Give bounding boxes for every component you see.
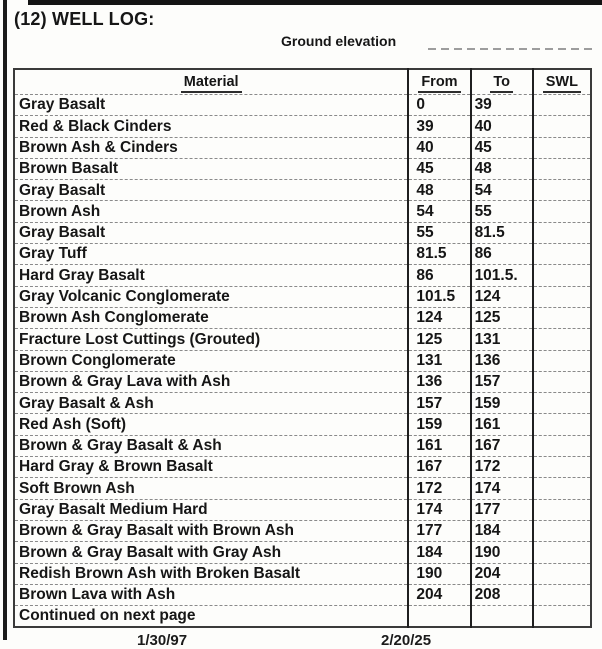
to-cell: 55 [471, 201, 533, 222]
material-cell: Soft Brown Ash [14, 478, 408, 499]
swl-cell [533, 95, 591, 116]
to-cell: 161 [471, 414, 533, 435]
from-cell: 159 [408, 414, 470, 435]
material-cell: Hard Gray Basalt [14, 265, 408, 286]
swl-cell [533, 116, 591, 137]
footer-text-fragment-right: 2/20/25 [381, 632, 432, 649]
swl-cell [533, 158, 591, 179]
material-cell: Red & Black Cinders [14, 116, 408, 137]
swl-cell [533, 414, 591, 435]
column-header-swl [533, 69, 591, 95]
from-cell: 167 [408, 457, 470, 478]
table-row [14, 329, 591, 350]
from-cell: 174 [408, 499, 470, 520]
from-cell: 190 [408, 563, 470, 584]
table-row [14, 137, 591, 158]
swl-cell [533, 606, 591, 627]
ground-elevation-blank-line [428, 48, 596, 50]
table-row [14, 457, 591, 478]
column-header-to-label: To [490, 74, 513, 93]
from-cell: 204 [408, 584, 470, 605]
footer-text-fragment-left: 1/30/97 [137, 632, 188, 649]
to-cell: 45 [471, 137, 533, 158]
material-cell: Brown & Gray Basalt with Brown Ash [14, 520, 408, 541]
material-cell: Fracture Lost Cuttings (Grouted) [14, 329, 408, 350]
to-cell: 184 [471, 520, 533, 541]
from-cell: 124 [408, 307, 470, 328]
material-cell: Gray Basalt Medium Hard [14, 499, 408, 520]
to-cell: 190 [471, 542, 533, 563]
table-row [14, 265, 591, 286]
table-row [14, 563, 591, 584]
to-cell: 48 [471, 158, 533, 179]
material-cell: Brown Ash [14, 201, 408, 222]
swl-cell [533, 542, 591, 563]
material-cell: Brown Ash & Cinders [14, 137, 408, 158]
material-cell: Brown Lava with Ash [14, 584, 408, 605]
swl-cell [533, 563, 591, 584]
to-cell: 40 [471, 116, 533, 137]
material-cell: Brown Conglomerate [14, 350, 408, 371]
material-cell: Brown & Gray Basalt with Gray Ash [14, 542, 408, 563]
table-header-row [14, 69, 591, 95]
material-cell: Gray Basalt & Ash [14, 393, 408, 414]
from-cell: 81.5 [408, 244, 470, 265]
swl-cell [533, 371, 591, 392]
well-log-table [13, 68, 592, 628]
from-cell: 161 [408, 435, 470, 456]
column-header-from [408, 69, 470, 95]
to-cell: 131 [471, 329, 533, 350]
table-row [14, 95, 591, 116]
to-cell: 86 [471, 244, 533, 265]
table-row [14, 244, 591, 265]
from-cell: 39 [408, 116, 470, 137]
to-cell: 172 [471, 457, 533, 478]
to-cell: 159 [471, 393, 533, 414]
swl-cell [533, 520, 591, 541]
from-cell: 101.5 [408, 286, 470, 307]
swl-cell [533, 393, 591, 414]
to-cell [471, 606, 533, 627]
to-cell: 39 [471, 95, 533, 116]
table-row [14, 414, 591, 435]
page-title: (12) WELL LOG: [14, 9, 155, 29]
from-cell: 45 [408, 158, 470, 179]
table-row [14, 286, 591, 307]
from-cell: 177 [408, 520, 470, 541]
from-cell: 40 [408, 137, 470, 158]
swl-cell [533, 329, 591, 350]
material-cell: Gray Volcanic Conglomerate [14, 286, 408, 307]
table-row [14, 584, 591, 605]
to-cell: 157 [471, 371, 533, 392]
material-cell: Gray Tuff [14, 244, 408, 265]
material-cell: Red Ash (Soft) [14, 414, 408, 435]
column-header-from-label: From [418, 74, 460, 93]
material-cell: Redish Brown Ash with Broken Basalt [14, 563, 408, 584]
material-cell: Continued on next page [14, 606, 408, 627]
swl-cell [533, 180, 591, 201]
material-cell: Brown Ash Conglomerate [14, 307, 408, 328]
to-cell: 177 [471, 499, 533, 520]
swl-cell [533, 307, 591, 328]
swl-cell [533, 137, 591, 158]
to-cell: 174 [471, 478, 533, 499]
table-row [14, 371, 591, 392]
table-row [14, 435, 591, 456]
swl-cell [533, 286, 591, 307]
from-cell [408, 606, 470, 627]
column-header-swl-label: SWL [543, 74, 581, 93]
well-log-table-body [14, 95, 591, 627]
material-cell: Hard Gray & Brown Basalt [14, 457, 408, 478]
page-left-border-rule [3, 0, 7, 640]
swl-cell [533, 584, 591, 605]
column-header-to [471, 69, 533, 95]
to-cell: 124 [471, 286, 533, 307]
swl-cell [533, 499, 591, 520]
to-cell: 204 [471, 563, 533, 584]
to-cell: 81.5 [471, 222, 533, 243]
table-row [14, 520, 591, 541]
table-row [14, 201, 591, 222]
from-cell: 55 [408, 222, 470, 243]
material-cell: Gray Basalt [14, 222, 408, 243]
table-row [14, 350, 591, 371]
swl-cell [533, 201, 591, 222]
ground-elevation-label: Ground elevation [281, 33, 397, 49]
material-cell: Brown Basalt [14, 158, 408, 179]
table-row [14, 116, 591, 137]
table-row [14, 222, 591, 243]
from-cell: 184 [408, 542, 470, 563]
material-cell: Gray Basalt [14, 95, 408, 116]
table-row [14, 307, 591, 328]
column-header-material [14, 69, 408, 95]
table-row [14, 158, 591, 179]
table-row [14, 478, 591, 499]
material-cell: Brown & Gray Basalt & Ash [14, 435, 408, 456]
from-cell: 0 [408, 95, 470, 116]
swl-cell [533, 478, 591, 499]
swl-cell [533, 222, 591, 243]
from-cell: 86 [408, 265, 470, 286]
material-cell: Brown & Gray Lava with Ash [14, 371, 408, 392]
to-cell: 125 [471, 307, 533, 328]
from-cell: 125 [408, 329, 470, 350]
table-row [14, 499, 591, 520]
to-cell: 54 [471, 180, 533, 201]
swl-cell [533, 265, 591, 286]
swl-cell [533, 457, 591, 478]
to-cell: 167 [471, 435, 533, 456]
from-cell: 172 [408, 478, 470, 499]
page-top-border-rule [28, 0, 602, 5]
to-cell: 101.5. [471, 265, 533, 286]
table-row [14, 180, 591, 201]
table-row [14, 606, 591, 627]
swl-cell [533, 244, 591, 265]
table-row [14, 542, 591, 563]
swl-cell [533, 350, 591, 371]
from-cell: 136 [408, 371, 470, 392]
to-cell: 208 [471, 584, 533, 605]
from-cell: 48 [408, 180, 470, 201]
column-header-material-label: Material [181, 74, 242, 93]
material-cell: Gray Basalt [14, 180, 408, 201]
swl-cell [533, 435, 591, 456]
from-cell: 54 [408, 201, 470, 222]
from-cell: 157 [408, 393, 470, 414]
to-cell: 136 [471, 350, 533, 371]
table-row [14, 393, 591, 414]
from-cell: 131 [408, 350, 470, 371]
